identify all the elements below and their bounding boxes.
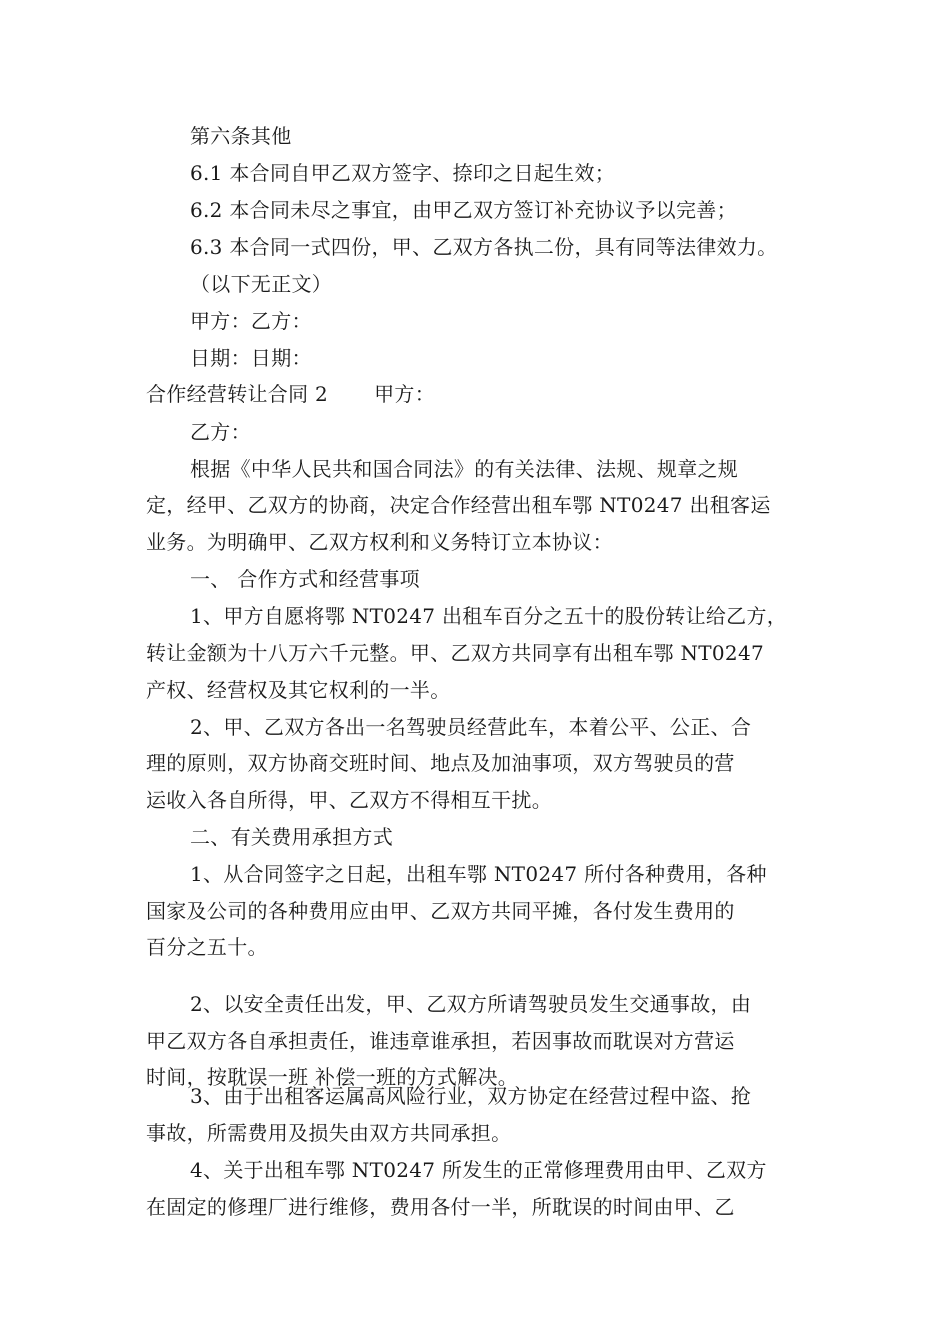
paragraph-line: 1、甲方自愿将鄂 NT0247 出租车百分之五十的股份转让给乙方， bbox=[190, 604, 788, 628]
paragraph-line: 甲乙双方各自承担责任，谁违章谁承担，若因事故而耽误对方营运 bbox=[146, 1029, 735, 1053]
paragraph-line: 3、由于出租客运属高风险行业，双方协定在经营过程中盗、抢 bbox=[190, 1084, 752, 1108]
section-heading: 二、有关费用承担方式 bbox=[190, 825, 393, 849]
date-line: 日期：日期： bbox=[190, 346, 312, 370]
section-heading: 第六条其他 bbox=[190, 124, 292, 148]
paragraph-line: 运收入各自所得，甲、乙双方不得相互干扰。 bbox=[146, 788, 552, 812]
paragraph-line: 2、甲、乙双方各出一名驾驶员经营此车，本着公平、公正、合 bbox=[190, 715, 752, 739]
paragraph-line: 6.3 本合同一式四份，甲、乙双方各执二份，具有同等法律效力。 bbox=[190, 235, 778, 259]
paragraph-line: （以下无正文） bbox=[190, 272, 333, 296]
paragraph-line: 根据《中华人民共和国合同法》的有关法律、法规、规章之规 bbox=[190, 457, 739, 481]
paragraph-line: 国家及公司的各种费用应由甲、乙双方共同平摊，各付发生费用的 bbox=[146, 899, 735, 923]
paragraph-line: 1、从合同签字之日起，出租车鄂 NT0247 所付各种费用，各种 bbox=[190, 862, 767, 886]
paragraph-line: 在固定的修理厂进行维修，费用各付一半，所耽误的时间由甲、乙 bbox=[146, 1195, 735, 1219]
paragraph-line: 6.2 本合同未尽之事宜，由甲乙双方签订补充协议予以完善； bbox=[190, 198, 737, 222]
paragraph-line: 百分之五十。 bbox=[146, 935, 268, 959]
paragraph-line: 事故，所需费用及损失由双方共同承担。 bbox=[146, 1121, 512, 1145]
paragraph-line: 2、以安全责任出发，甲、乙双方所请驾驶员发生交通事故，由 bbox=[190, 992, 752, 1016]
contract-title: 合作经营转让合同 2 bbox=[146, 382, 329, 406]
paragraph-line: 转让金额为十八万六千元整。甲、乙双方共同享有出租车鄂 NT0247 bbox=[146, 641, 764, 665]
party-b-label: 乙方： bbox=[190, 420, 251, 444]
party-a-label: 甲方： bbox=[374, 382, 435, 406]
paragraph-line: 时间，按耽误一班 补偿一班的方式解决。 bbox=[146, 1065, 519, 1089]
signature-line: 甲方：乙方： bbox=[190, 309, 312, 333]
paragraph-line: 定，经甲、乙双方的协商，决定合作经营出租车鄂 NT0247 出租客运 bbox=[146, 493, 771, 517]
paragraph-line: 4、关于出租车鄂 NT0247 所发生的正常修理费用由甲、乙双方 bbox=[190, 1158, 767, 1182]
paragraph-line: 理的原则，双方协商交班时间、地点及加油事项，双方驾驶员的营 bbox=[146, 751, 735, 775]
section-heading: 一、 合作方式和经营事项 bbox=[190, 567, 420, 591]
paragraph-line: 产权、经营权及其它权利的一半。 bbox=[146, 678, 451, 702]
paragraph-line: 业务。为明确甲、乙双方权利和义务特订立本协议： bbox=[146, 530, 613, 554]
paragraph-line: 6.1 本合同自甲乙双方签字、捺印之日起生效； bbox=[190, 161, 616, 185]
contract-title-line bbox=[146, 381, 435, 407]
